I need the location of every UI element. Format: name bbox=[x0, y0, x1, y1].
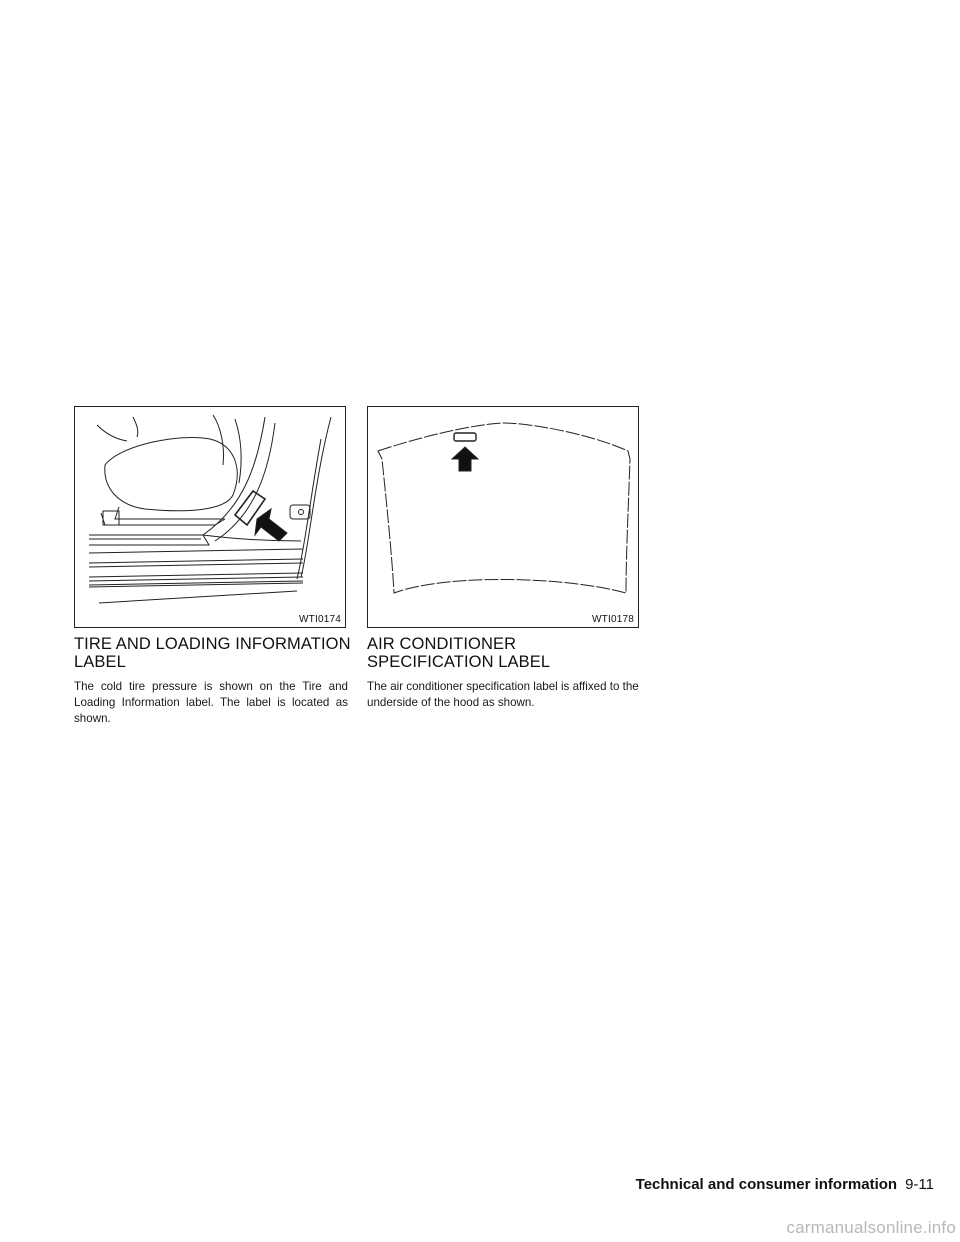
figure-code: WTI0174 bbox=[299, 614, 341, 625]
footer-section-title: Technical and consumer information bbox=[635, 1176, 898, 1193]
figure-code: WTI0178 bbox=[592, 614, 634, 625]
watermark: carmanualsonline.info bbox=[786, 1218, 956, 1237]
arrow-icon bbox=[255, 509, 287, 541]
figure-tire-label-location bbox=[74, 406, 346, 628]
section-body-ac-label: The air conditioner specification label is affixed to the underside of the hood as shown. bbox=[367, 680, 639, 709]
sill-line bbox=[89, 535, 209, 545]
door-latch bbox=[290, 505, 310, 519]
hood-outline bbox=[378, 423, 630, 593]
hood-sticker bbox=[454, 433, 476, 441]
page-footer bbox=[636, 1176, 934, 1193]
section-body-tire-label: The cold tire pressure is shown on the Tire and Loading Information label. The label is located as shown. bbox=[74, 680, 348, 725]
seat-sill-illustration bbox=[75, 407, 347, 629]
figure-ac-label-location bbox=[367, 406, 639, 628]
arrow-up-icon bbox=[452, 447, 478, 471]
seat-cushion bbox=[105, 437, 237, 510]
seat-back-line bbox=[97, 425, 127, 441]
hood-illustration bbox=[368, 407, 640, 629]
page-number: 9-11 bbox=[905, 1176, 934, 1193]
section-title-tire-label: TIRE AND LOADING INFORMATION LABEL bbox=[74, 635, 351, 671]
section-title-ac-label: AIR CONDITIONER SPECIFICATION LABEL bbox=[367, 635, 551, 671]
